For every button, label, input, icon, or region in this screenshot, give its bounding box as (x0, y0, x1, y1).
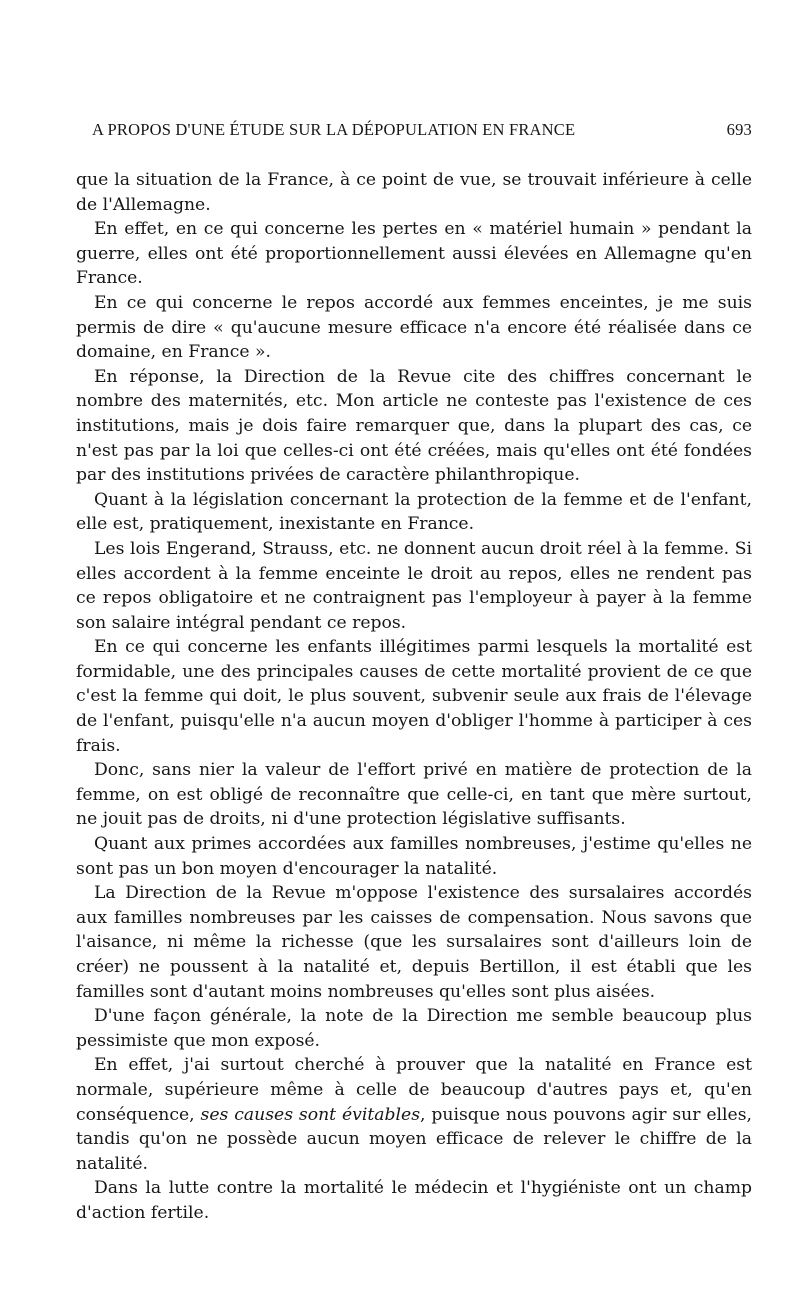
paragraph: En ce qui concerne les enfants illégitimes parmi lesquels la mortalité est formidable, une des principales causes de cette mortalité provient de ce que c'est la femme qui doit, le plus souvent, subvenir seule aux frais de l'élevage de l'enfant, puisqu'elle n'a aucun moyen d'obliger l'homme à participer à ces frais. (76, 637, 752, 756)
page-number: 693 (726, 120, 752, 139)
article-body (76, 168, 752, 1226)
paragraph (76, 1053, 752, 1176)
italic-phrase: ses causes sont évitables (200, 1104, 421, 1125)
paragraph: D'une façon générale, la note de la Direction me semble beaucoup plus pessimiste que mon exposé. (76, 1006, 752, 1051)
paragraph: La Direction de la Revue m'oppose l'existence des sursalaires accordés aux familles nombreuses par les caisses de compensation. Nous savons que l'aisance, ni même la richesse (que les sursalaires sont d'ailleurs loin de créer) ne poussent à la natalité et, depuis Bertillon, il est établi que les familles sont d'autant moins nombreuses qu'elles sont plus aisées. (76, 883, 752, 1002)
paragraph-text: En effet, j'ai surtout cherché à prouver que la natalité en France est normale, supérieure même à celle de beaucoup d'autres pays et, qu'en conséquence, (76, 1055, 752, 1125)
paragraph: que la situation de la France, à ce point de vue, se trouvait inférieure à celle de l'Allemagne. (76, 170, 752, 215)
paragraph: Les lois Engerand, Strauss, etc. ne donnent aucun droit réel à la femme. Si elles accordent à la femme enceinte le droit au repos, elles ne rendent pas ce repos obligatoire et ne contraignent pas l'employeur à payer à la femme son salaire intégral pendant ce repos. (76, 538, 752, 633)
paragraph: En réponse, la Direction de la Revue cite des chiffres concernant le nombre des maternités, etc. Mon article ne conteste pas l'existence de ces institutions, mais je dois faire remarquer que, dans la plupart des cas, ce n'est pas par la loi que celles-ci ont été créées, mais qu'elles ont été fondées par des institutions privées de caractère philanthropique. (76, 366, 752, 486)
running-head-title: A PROPOS D'UNE ÉTUDE SUR LA DÉPOPULATION EN FRANCE (92, 120, 576, 139)
paragraph: En ce qui concerne le repos accordé aux femmes enceintes, je me suis permis de dire « qu'aucune mesure efficace n'a encore été réalisée dans ce domaine, en France ». (76, 292, 752, 363)
paragraph-text: , puisque nous pouvons agir sur elles, tandis qu'on ne possède aucun moyen efficace de relever le chiffre de la natalité. (76, 1104, 752, 1174)
running-head (92, 120, 752, 154)
paragraph: En effet, en ce qui concerne les pertes en « matériel humain » pendant la guerre, elles ont été proportionnellement aussi élevées en Allemagne qu'en France. (76, 219, 752, 289)
paragraph: Quant aux primes accordées aux familles nombreuses, j'estime qu'elles ne sont pas un bon moyen d'encourager la natalité. (76, 834, 752, 879)
document-page (76, 120, 752, 1226)
paragraph: Quant à la législation concernant la protection de la femme et de l'enfant, elle est, pratiquement, inexistante en France. (76, 489, 752, 535)
paragraph: Dans la lutte contre la mortalité le médecin et l'hygiéniste ont un champ d'action fertile. (76, 1178, 752, 1223)
paragraph: Donc, sans nier la valeur de l'effort privé en matière de protection de la femme, on est obligé de reconnaître que celle-ci, en tant que mère surtout, ne jouit pas de droits, ni d'une protection législative suffisants. (76, 760, 752, 830)
